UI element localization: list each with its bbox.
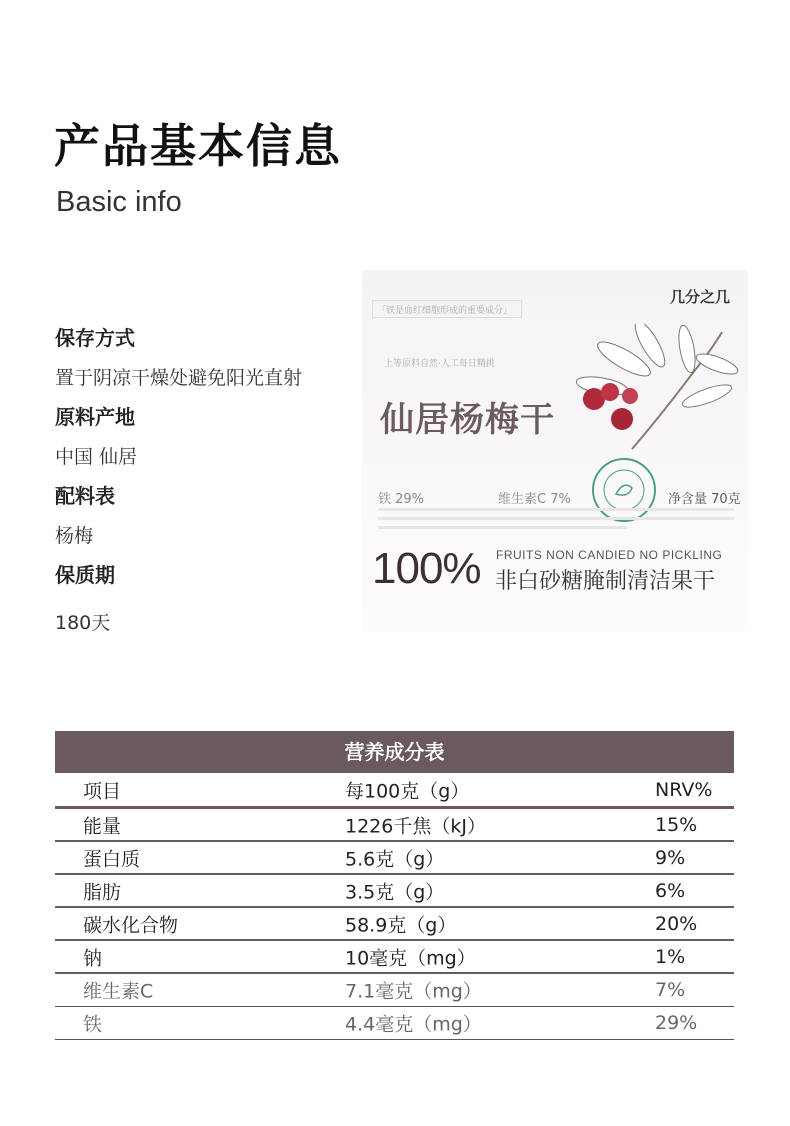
package-stat-iron: 铁 29% bbox=[378, 492, 425, 507]
package-percent: 100% bbox=[372, 544, 481, 593]
info-origin bbox=[55, 401, 355, 469]
nutrient-nrv: 7% bbox=[655, 979, 686, 1001]
page-title: 产品基本信息 bbox=[54, 119, 342, 173]
package-stat-vitc: 维生素C 7% bbox=[498, 492, 571, 507]
package-net-weight: 净含量 70克 bbox=[668, 492, 741, 507]
nutrient-name: 蛋白质 bbox=[83, 848, 141, 870]
nutrient-amount: 5.6克（g） bbox=[345, 848, 445, 870]
column-header: NRV% bbox=[655, 778, 713, 801]
nutrient-nrv: 20% bbox=[655, 912, 698, 935]
info-shelf-life bbox=[55, 559, 355, 635]
package-tagline-box: 「铁是血红细胞形成的重要成分」 bbox=[372, 300, 522, 318]
info-label: 配料表 bbox=[55, 484, 115, 508]
nutrient-name: 脂肪 bbox=[83, 881, 122, 903]
nutrient-amount: 1226千焦（kJ） bbox=[345, 815, 486, 837]
nutrition-table bbox=[55, 731, 734, 1040]
table-row bbox=[55, 974, 734, 1007]
info-value: 杨梅 bbox=[55, 525, 94, 547]
nutrient-nrv: 9% bbox=[655, 846, 686, 869]
nutrient-nrv: 29% bbox=[655, 1012, 698, 1034]
table-row bbox=[55, 1007, 734, 1040]
package-cn-slogan: 非白砂糖腌制清洁果干 bbox=[495, 569, 716, 594]
info-storage bbox=[55, 322, 355, 390]
nutrient-amount: 58.9克（g） bbox=[345, 914, 457, 936]
package-brand-logo: 几分之几 bbox=[669, 288, 730, 306]
nutrient-amount: 7.1毫克（mg） bbox=[345, 980, 482, 1003]
nutrient-amount: 10毫克（mg） bbox=[345, 947, 476, 969]
product-package-image bbox=[362, 270, 748, 632]
package-product-name: 仙居杨梅干 bbox=[380, 400, 555, 440]
nutrition-table-title: 营养成分表 bbox=[55, 731, 734, 773]
nutrient-name: 能量 bbox=[83, 815, 122, 837]
info-label: 原料产地 bbox=[55, 405, 135, 429]
package-en-slogan: FRUITS NON CANDIED NO PICKLING bbox=[496, 548, 723, 562]
nutrient-name: 碳水化合物 bbox=[83, 914, 179, 936]
nutrient-nrv: 1% bbox=[655, 945, 686, 968]
nutrient-nrv: 6% bbox=[655, 879, 686, 902]
table-row bbox=[55, 809, 734, 842]
column-header: 项目 bbox=[83, 780, 122, 802]
table-row bbox=[55, 908, 734, 941]
info-value: 中国 仙居 bbox=[55, 446, 138, 468]
nutrient-nrv: 15% bbox=[655, 813, 698, 836]
nutrition-header-row bbox=[55, 773, 734, 809]
nutrient-amount: 3.5克（g） bbox=[345, 881, 445, 903]
info-ingredients bbox=[55, 480, 355, 548]
info-label: 保质期 bbox=[55, 563, 115, 587]
nutrient-name: 维生素C bbox=[83, 980, 154, 1003]
info-value: 180天 bbox=[55, 612, 111, 634]
table-row bbox=[55, 842, 734, 875]
nutrient-amount: 4.4毫克（mg） bbox=[345, 1013, 482, 1036]
table-row bbox=[55, 941, 734, 974]
package-fine-print bbox=[378, 508, 734, 542]
package-small-text: 上等原料自然·人工每日精挑 bbox=[384, 359, 495, 369]
table-row bbox=[55, 875, 734, 908]
bayberry-branch-illustration bbox=[572, 324, 742, 454]
column-header: 每100克（g） bbox=[345, 780, 470, 802]
info-value: 置于阴凉干燥处避免阳光直射 bbox=[55, 367, 303, 389]
nutrient-name: 铁 bbox=[83, 1013, 103, 1036]
page-subtitle: Basic info bbox=[56, 186, 182, 218]
info-label: 保存方式 bbox=[55, 326, 135, 350]
nutrient-name: 钠 bbox=[83, 947, 103, 969]
